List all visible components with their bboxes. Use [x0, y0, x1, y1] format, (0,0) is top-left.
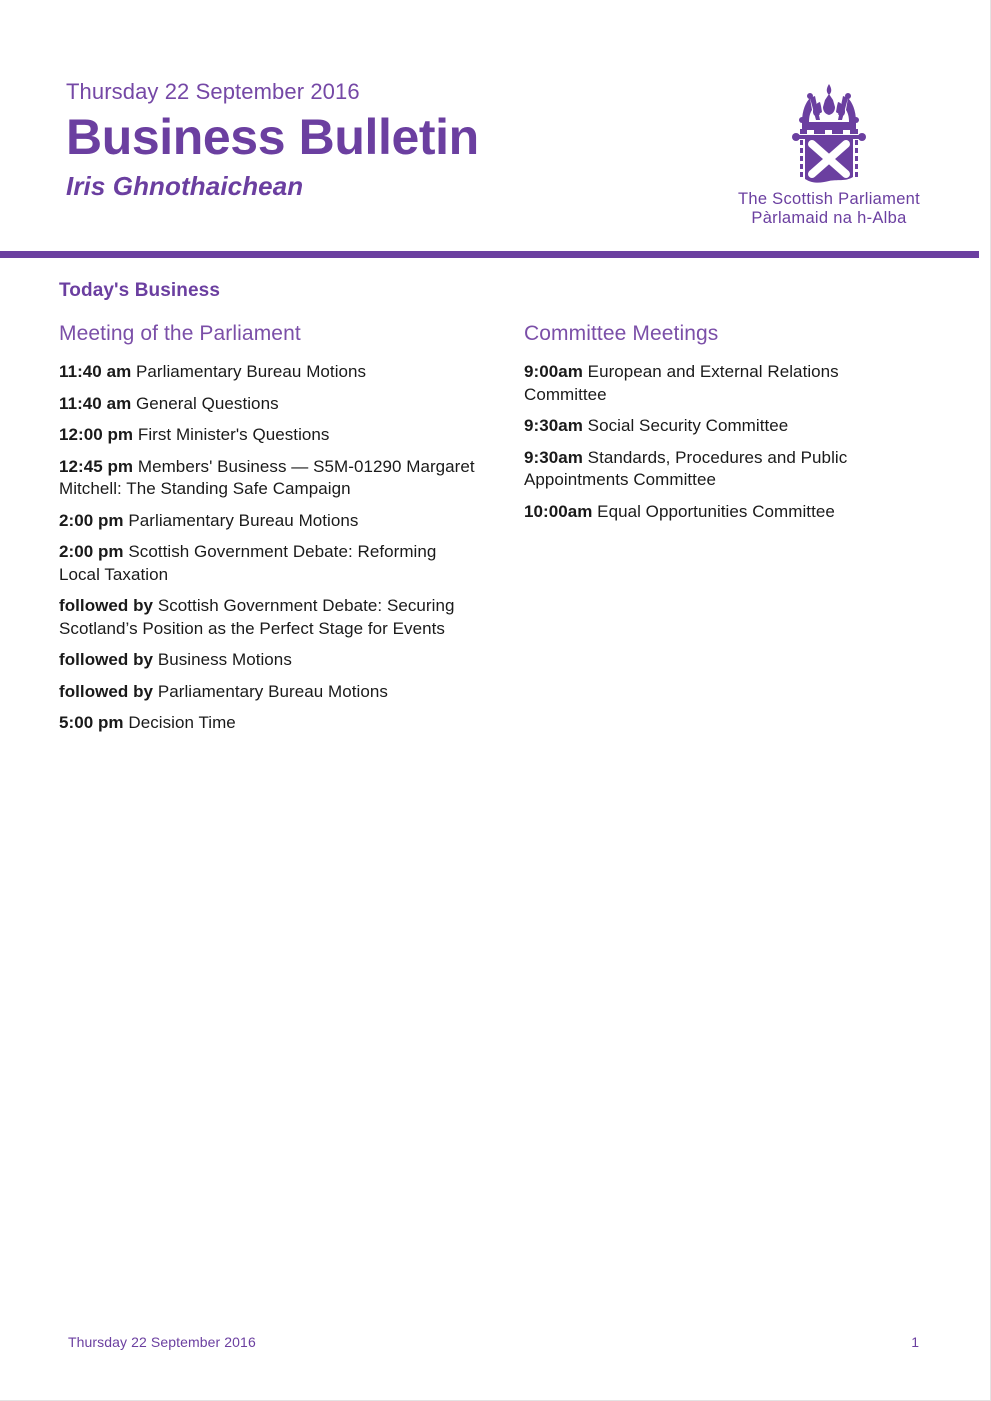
business-entry: [59, 424, 479, 447]
entry-description: Business Motions: [153, 650, 292, 669]
entry-time: 5:00 pm: [59, 713, 124, 732]
document-subtitle: Iris Ghnothaichean: [66, 171, 304, 201]
page-title: Today's Business: [59, 280, 220, 301]
document-header: [0, 0, 991, 256]
footer-page-number: 1: [911, 1334, 919, 1350]
business-entry: [524, 501, 919, 524]
document-date: Thursday 22 September 2016: [66, 79, 360, 104]
organisation-logo: [724, 80, 934, 232]
entry-description: Decision Time: [123, 713, 236, 732]
entry-time: 12:45 pm: [59, 456, 134, 476]
document-footer: [0, 1334, 991, 1354]
logo-text-english: The Scottish Parliament: [737, 190, 921, 208]
business-entry: [59, 510, 479, 533]
column-heading: Committee Meetings: [524, 322, 719, 345]
entry-time: 11:40 am: [59, 362, 132, 381]
entry-description: Parliamentary Bureau Motions: [153, 681, 388, 701]
entry-description: Scottish Government Debate: Securing Scotland’s Position as the Perfect Stage for Events: [59, 596, 455, 638]
business-entry: [59, 649, 479, 672]
business-entry: [59, 361, 479, 384]
entry-description: Social Security Committee: [582, 416, 789, 435]
entry-time: 11:40 am: [59, 393, 132, 413]
entry-time: 10:00am: [524, 501, 593, 521]
entry-description: Members' Business — S5M-01290 Margaret Mitchell: The Standing Safe Campaign: [59, 456, 475, 498]
header-divider: [0, 251, 979, 258]
business-entry: [59, 456, 479, 501]
business-entry: [59, 595, 479, 640]
footer-date: Thursday 22 September 2016: [68, 1334, 256, 1350]
business-entry: [59, 681, 479, 704]
business-entry: [59, 393, 479, 416]
entry-description: Scottish Government Debate: Reforming Local Taxation: [59, 542, 437, 584]
business-entry: [524, 447, 919, 492]
entry-time: 9:00am: [524, 362, 583, 381]
entry-description: Equal Opportunities Committee: [592, 501, 835, 521]
business-entry: [524, 415, 919, 438]
business-entry: [524, 361, 919, 406]
entry-time: 9:30am: [524, 416, 583, 435]
business-entry: [59, 712, 479, 735]
entry-time: followed by: [59, 650, 154, 669]
entry-time: 12:00 pm: [59, 425, 134, 444]
entry-time: followed by: [59, 596, 154, 615]
entry-time: 2:00 pm: [59, 510, 124, 530]
business-entry: [59, 541, 479, 586]
entry-time: 9:30am: [524, 447, 583, 467]
entry-description: Standards, Procedures and Public Appointments Committee: [524, 447, 848, 489]
column-heading: Meeting of the Parliament: [59, 322, 301, 345]
entry-description: European and External Relations Committee: [524, 362, 839, 404]
scottish-parliament-crest-icon: [779, 80, 879, 188]
entry-description: First Minister's Questions: [133, 425, 330, 444]
entry-description: Parliamentary Bureau Motions: [131, 362, 367, 381]
entry-time: followed by: [59, 681, 154, 701]
column-committee-meetings: [524, 321, 919, 532]
entry-time: 2:00 pm: [59, 542, 124, 561]
document-title: Business Bulletin: [66, 109, 479, 165]
header-title-block: [66, 78, 706, 202]
entry-description: General Questions: [131, 393, 279, 413]
entry-description: Parliamentary Bureau Motions: [123, 510, 359, 530]
column-meeting-of-the-parliament: [59, 321, 479, 744]
logo-text-gaelic: Pàrlamaid na h-Alba: [751, 209, 907, 227]
